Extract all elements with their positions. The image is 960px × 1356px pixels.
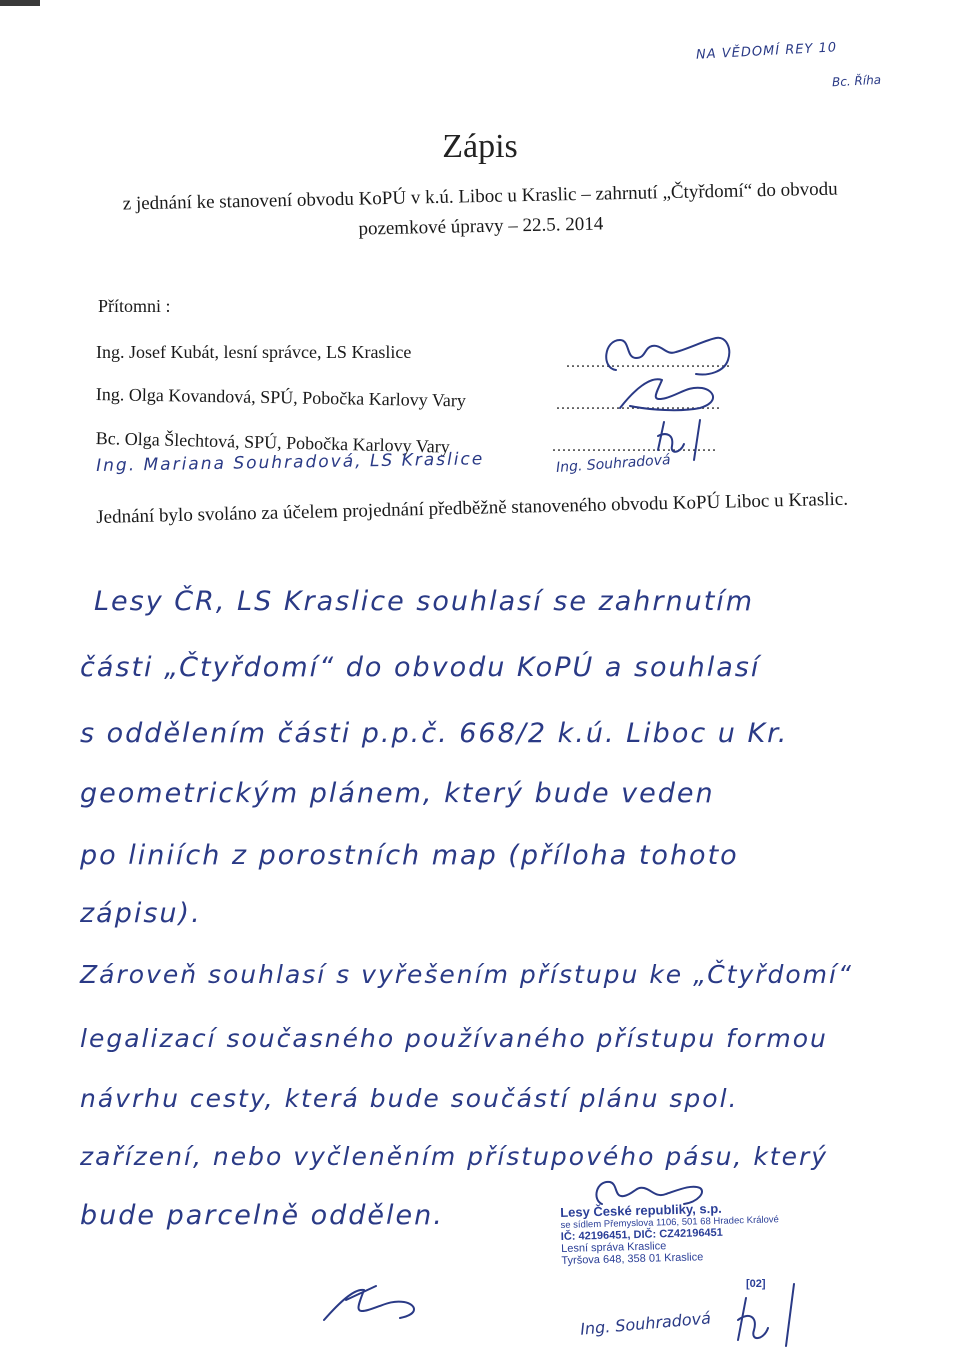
corner-note-name: Bc. Říha xyxy=(831,72,882,90)
document-subtitle xyxy=(100,174,861,250)
scan-edge xyxy=(0,0,40,6)
handwritten-line-8: legalizací současného používaného přístupu formou xyxy=(80,1024,828,1053)
attendee-4: Ing. Mariana Souhradová, LS Kraslice xyxy=(96,449,485,476)
signature-kovandova xyxy=(610,370,730,420)
stamp-company: Lesy České republiky, s.p. xyxy=(560,1200,722,1220)
signature-souhradova: Ing. Souhradová xyxy=(555,452,672,476)
handwritten-line-3: s oddělením části p.p.č. 668/2 k.ú. Liboc u Kr. xyxy=(80,718,789,749)
attendee-3: Bc. Olga Šlechtová, SPÚ, Pobočka Karlovy Vary xyxy=(95,428,451,457)
handwritten-line-7: Zároveň souhlasí s vyřešením přístupu ke „Čtyřdomí“ xyxy=(80,960,853,989)
handwritten-line-4: geometrickým plánem, který bude veden xyxy=(80,778,715,809)
subtitle-line-1: z jednání ke stanovení obvodu KoPÚ v k.ú. Liboc u Kraslic – zahrnutí „Čtyřdomí“ do obvodu xyxy=(122,178,838,215)
signature-line-3: ................................. xyxy=(552,438,717,455)
corner-note: NA VĚDOMÍ REY 10 xyxy=(695,40,838,63)
company-stamp xyxy=(560,1199,802,1267)
present-label: Přítomni : xyxy=(98,296,171,316)
stamp-seat: se sídlem Přemyslova 1106, 501 68 Hradec Králové xyxy=(560,1214,780,1231)
attendee-2: Ing. Olga Kovandová, SPÚ, Pobočka Karlovy Vary xyxy=(95,384,467,411)
stamp-address: Tyršova 648, 358 01 Kraslice xyxy=(561,1251,704,1267)
handwritten-line-1: Lesy ČR, LS Kraslice souhlasí se zahrnutím xyxy=(94,586,755,617)
stamp-code: [02] xyxy=(746,1278,766,1290)
handwritten-line-11: bude parcelně oddělen. xyxy=(80,1200,444,1231)
handwritten-line-6: zápisu). xyxy=(80,898,202,929)
bottom-signature-souhradova: Ing. Souhradová xyxy=(579,1308,712,1339)
bottom-signature-kovandova xyxy=(316,1280,426,1330)
handwritten-line-9: návrhu cesty, která bude součástí plánu spol. xyxy=(80,1084,739,1113)
handwritten-line-2: části „Čtyřdomí“ do obvodu KoPÚ a souhlasí xyxy=(80,652,761,683)
document-title: Zápis xyxy=(442,128,518,165)
bottom-signature-slechtova xyxy=(720,1280,810,1350)
signature-line-2: ................................. xyxy=(556,396,721,413)
signature-line-1: ................................. xyxy=(566,354,731,371)
handwritten-line-5: po liniích z porostních map (příloha tohoto xyxy=(80,840,739,871)
stamp-ids: IČ: 42196451, DIČ: CZ42196451 xyxy=(560,1226,723,1243)
attendee-1: Ing. Josef Kubát, lesní správce, LS Kraslice xyxy=(96,342,412,362)
intro-paragraph: Jednání bylo svoláno za účelem projednání předběžně stanoveného obvodu KoPÚ Liboc u Kraslic. xyxy=(96,488,849,528)
handwritten-line-10: zařízení, nebo vyčleněním přístupového pásu, který xyxy=(80,1142,829,1171)
subtitle-line-2: pozemkové úpravy – 22.5. 2014 xyxy=(358,213,604,240)
stamp-unit: Lesní správa Kraslice xyxy=(560,1240,667,1255)
